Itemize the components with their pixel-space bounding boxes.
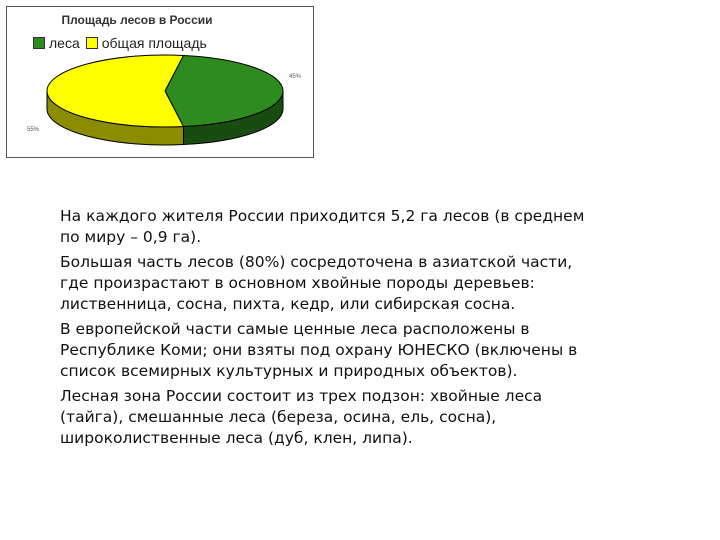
- chart-title: Площадь лесов в России: [61, 13, 213, 27]
- pie-chart: [7, 7, 313, 157]
- legend-label-total-area: общая площадь: [101, 35, 207, 51]
- pie-label-общая площадь: 55%: [27, 127, 40, 133]
- paragraph-per-capita: На каждого жителя России приходится 5,2 га лесов (в среднем по миру – 0,9 га).: [60, 207, 585, 246]
- text-block: [60, 206, 670, 453]
- paragraph-european-part: В европейской части самые ценные леса расположены в Республике Коми; они взяты под охрану ЮНЕСКО (включены в список всемирных культурных и природных объектов).: [60, 320, 578, 380]
- paragraph-asian-part: Большая часть лесов (80%) сосредоточена в азиатской части, где произрастают в основном хвойные породы деревьев: лиственница, сосна, пихта, кедр, или сибирская сосна.: [60, 253, 573, 313]
- paragraph-forest-zones: Лесная зона России состоит из трех подзон: хвойные леса (тайга), смешанные леса (береза, осина, ель, сосна), широколиственные леса (дуб, клен, липа).: [60, 387, 543, 447]
- pie-label-леса: 45%: [289, 74, 302, 80]
- chart-frame: [6, 6, 314, 158]
- legend-label-forests: леса: [49, 35, 80, 51]
